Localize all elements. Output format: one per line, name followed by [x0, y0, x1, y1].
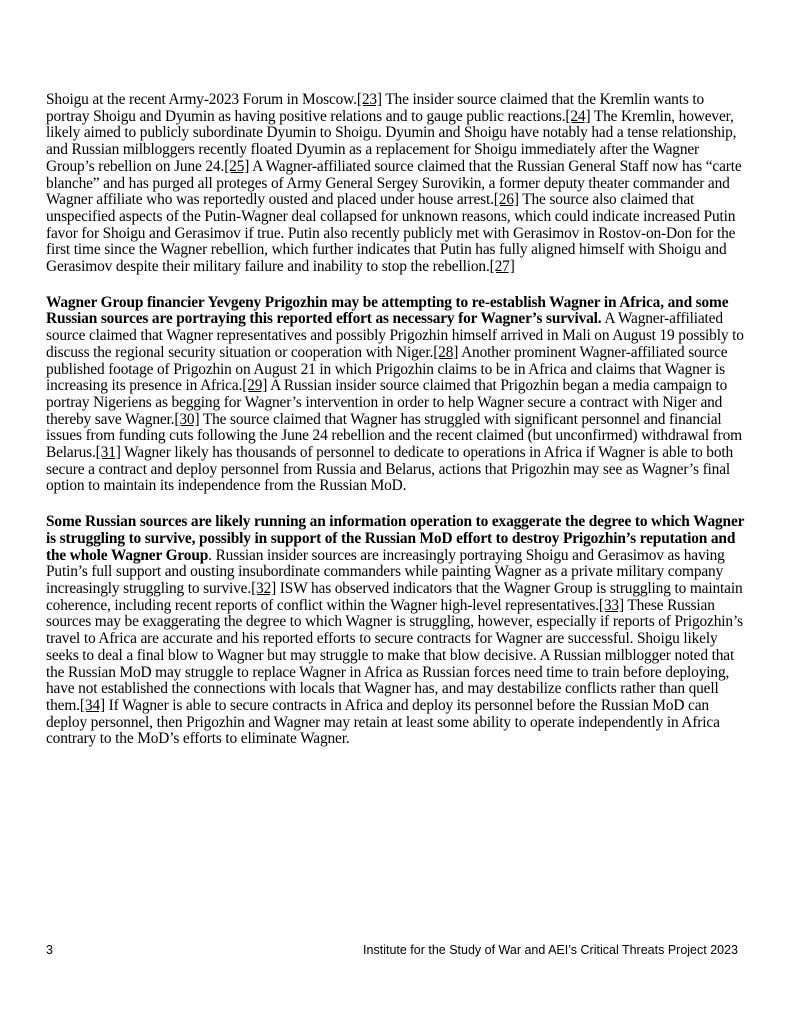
footnote-link[interactable]: [27] [489, 258, 515, 276]
paragraph-lead: Wagner Group financier Yevgeny Prigozhin may be attempting to re-establish Wagner in Africa, and some Russian sources are portraying this reported effort as necessary for Wagner’s survival. [46, 293, 729, 328]
footnote-link[interactable]: [26] [493, 191, 519, 209]
paragraph [46, 514, 746, 748]
footnote-link[interactable]: [33] [598, 596, 624, 614]
footnote-link[interactable]: [30] [174, 410, 200, 428]
paragraph [46, 295, 746, 495]
body-text: Wagner likely has thousands of personnel to dedicate to operations in Africa if Wagner is able to both secure a contract and deploy personnel from Russia and Belarus, actions that Prigozhin may see as Wagner’s final option to maintain its independence from the Russian MoD. [46, 444, 734, 495]
paragraph [46, 92, 746, 276]
body-text: The source claimed that Wagner has struggled with significant personnel and financial issues from funding cuts following the June 24 rebellion and the recent claimed (but unconfirmed) withdrawal from Belarus. [46, 410, 742, 462]
footnote-link[interactable]: [23] [356, 91, 382, 108]
footnote-link[interactable]: [34] [79, 696, 105, 714]
paragraph-lead: Some Russian sources are likely running an information operation to exaggerate the degree to which Wagner is struggling to survive, possibly in support of the Russian MoD effort to destroy Prigozhin’s reputation and the whole Wagner Group [46, 513, 745, 564]
body-text: Shoigu at the recent Army-2023 Forum in Moscow. [46, 91, 357, 108]
footnote-link[interactable]: [31] [95, 444, 121, 462]
page-content [46, 92, 746, 767]
body-text: . Russian insider sources are increasingly portraying Shoigu and Gerasimov as having Putin’s full support and ousting insubordinate commanders while painting Wagner as a private military company increasingly struggling to survive. [46, 546, 725, 597]
body-text: Another prominent Wagner-affiliated source published footage of Prigozhin on August 21 in which Prigozhin claims to be in Africa and claims that Wagner is increasing its presence in Africa. [46, 343, 728, 395]
body-text: The source also claimed that unspecified aspects of the Putin-Wagner deal collapsed for unknown reasons, which could indicate increased Putin favor for Shoigu and Gerasimov if true. Putin also recently publicly met with Gerasimov in Rostov-on-Don for the first time since the Wagner rebellion, which further indicates that Putin has fully aligned himself with Shoigu and Gerasimov despite their military failure and inability to stop the rebellion. [46, 191, 736, 276]
page-number: 3 [46, 943, 53, 957]
footnote-link[interactable]: [32] [251, 579, 277, 597]
body-text: A Wagner-affiliated source claimed that the Russian General Staff now has “carte blanche” and has purged all proteges of Army General Sergey Surovikin, a former deputy theater commander and Wagner affiliate who was reportedly ousted and placed under house arrest. [46, 157, 742, 209]
body-text: A Russian insider source claimed that Prigozhin began a media campaign to portray Nigeriens as begging for Wagner’s intervention in order to help Wagner secure a contract with Niger and thereby save Wagner. [46, 377, 728, 428]
body-text: The insider source claimed that the Kremlin wants to portray Shoigu and Dyumin as having positive relations and to gauge public reactions. [46, 91, 705, 125]
body-text: If Wagner is able to secure contracts in Africa and deploy its personnel before the Russian MoD can deploy personnel, then Prigozhin and Wagner may retain at least some ability to operate independently in Africa contrary to the MoD’s efforts to eliminate Wagner. [46, 696, 720, 748]
body-text: These Russian sources may be exaggerating the degree to which Wagner is struggling, however, especially if reports of Prigozhin’s travel to Africa are accurate and his reported efforts to secure contracts for Wagner are successful. Shoigu likely seeks to deal a final blow to Wagner but may struggle to make that blow decisive. A Russian milblogger noted that the Russian MoD may struggle to replace Wagner in Africa as Russian forces need time to train before deploying, have not established the connections with locals that Wagner has, and may destabilize conflicts rather than quell them. [46, 596, 743, 714]
body-text: The Kremlin, however, likely aimed to publicly subordinate Dyumin to Shoigu. Dyumin and Shoigu have notably had a tense relationship, and Russian milbloggers recently floated Dyumin as a replacement for Shoigu immediately after the Wagner Group’s rebellion on June 24. [46, 107, 737, 175]
footnote-link[interactable]: [25] [224, 157, 250, 175]
body-text: A Wagner-affiliated source claimed that Wagner representatives and possibly Prigozhin himself arrived in Mali on August 19 possibly to discuss the regional security situation or cooperation with Niger. [46, 310, 744, 361]
body-text: ISW has observed indicators that the Wagner Group is struggling to maintain coherence, including recent reports of conflict within the Wagner high-level representatives. [46, 579, 743, 614]
footer-credit: Institute for the Study of War and AEI’s Critical Threats Project 2023 [363, 943, 738, 957]
footnote-link[interactable]: [28] [433, 343, 459, 361]
footnote-link[interactable]: [29] [242, 377, 268, 395]
footnote-link[interactable]: [24] [565, 107, 591, 125]
